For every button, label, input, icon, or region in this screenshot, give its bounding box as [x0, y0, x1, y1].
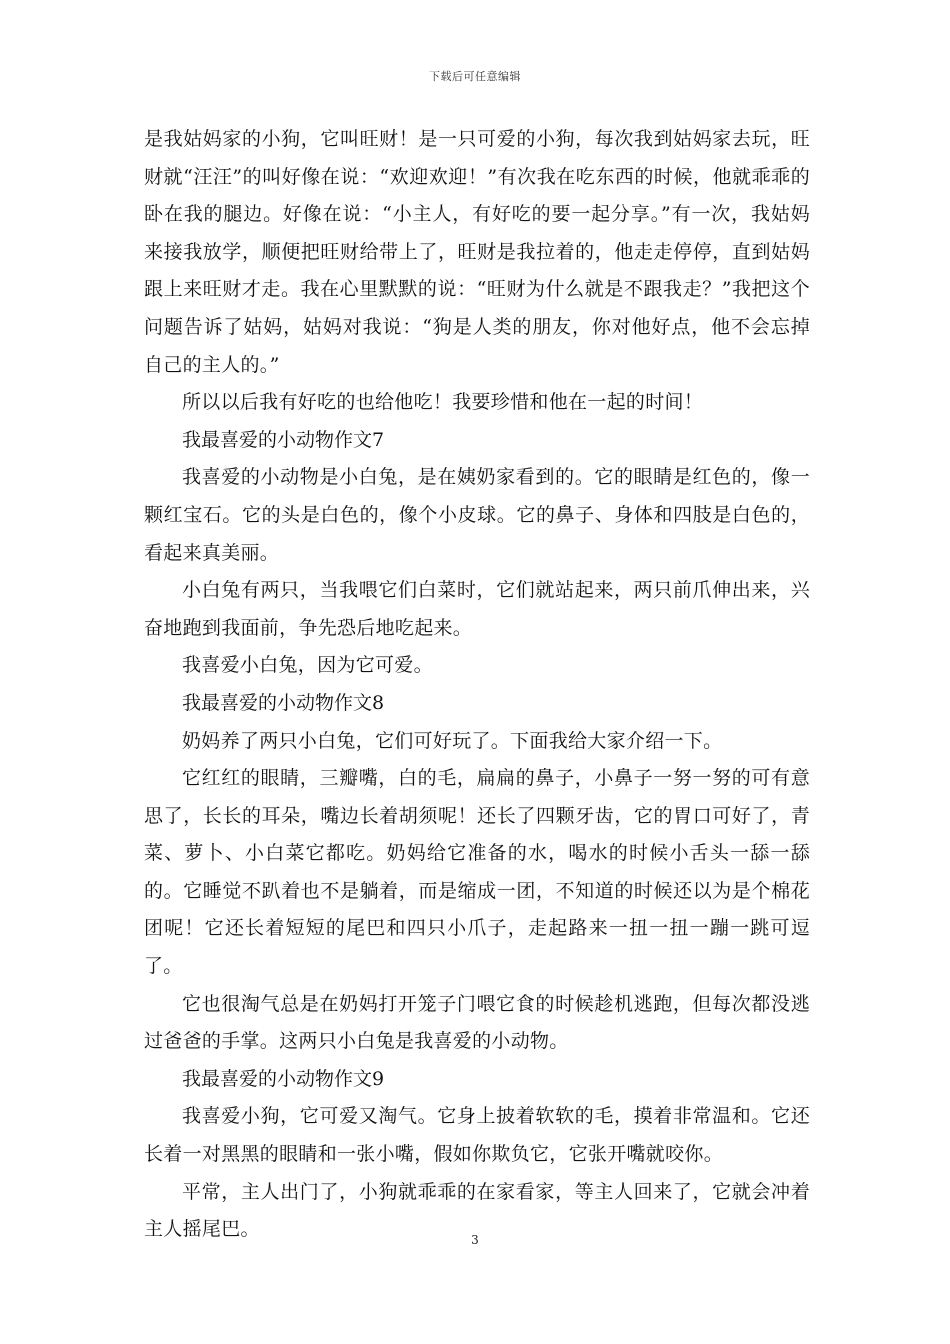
paragraph: 它也很淘气总是在奶妈打开笼子门喂它食的时候趁机逃跑，但每次都没逃过爸爸的手掌。这两只小白兔是我喜爱的小动物。: [144, 992, 810, 1053]
page-header: 下载后可任意编辑: [429, 70, 521, 83]
paragraph: 所以以后我有好吃的也给他吃！我要珍惜和他在一起的时间！: [182, 391, 704, 414]
paragraph: 小白兔有两只，当我喂它们白菜时，它们就站起来，两只前爪伸出来，兴奋地跑到我面前，争先恐后地吃起来。: [144, 579, 810, 639]
paragraph: 我喜爱的小动物是小白兔，是在姨奶家看到的。它的眼睛是红色的，像一颗红宝石。它的头是白色的，像个小皮球。它的鼻子、身体和四肢是白色的，看起来真美丽。: [144, 466, 810, 564]
paragraph: 我喜爱小狗，它可爱又淘气。它身上披着软软的毛，摸着非常温和。它还长着一对黑黑的眼睛和一张小嘴，假如你欺负它，它张开嘴就咬你。: [144, 1105, 810, 1166]
page-number: 3: [471, 1233, 479, 1247]
section-title: 我最喜爱的小动物作文7: [182, 428, 385, 451]
section-title: 我最喜爱的小动物作文9: [182, 1067, 385, 1090]
section-title: 我最喜爱的小动物作文8: [182, 691, 385, 714]
paragraph: 奶妈养了两只小白兔，它们可好玩了。下面我给大家介绍一下。: [182, 729, 723, 752]
paragraph: 平常，主人出门了，小狗就乖乖的在家看家，等主人回来了，它就会冲着主人摇尾巴。: [144, 1180, 810, 1241]
document-body: [144, 121, 810, 1249]
paragraph: 它红红的眼睛，三瓣嘴，白的毛，扁扁的鼻子，小鼻子一努一努的可有意思了，长长的耳朵，嘴边长着胡须呢！还长了四颗牙齿，它的胃口可好了，青菜、萝卜、小白菜它都吃。奶妈给它准备的水，喝水的时候小舌头一舔一舔的。它睡觉不趴着也不是躺着，而是缩成一团，不知道的时候还以为是个棉花团呢！它还长着短短的尾巴和四只小爪子，走起路来一扭一扭一蹦一跳可逗了。: [144, 767, 810, 978]
paragraph: 我喜爱小白兔，因为它可爱。: [182, 654, 433, 677]
paragraph: 是我姑妈家的小狗，它叫旺财！是一只可爱的小狗，每次我到姑妈家去玩，旺财就“汪汪”的叫好像在说：“欢迎欢迎！”有次我在吃东西的时候，他就乖乖的卧在我的腿边。好像在说：“小主人，有好吃的要一起分享。”有一次，我姑妈来接我放学，顺便把旺财给带上了，旺财是我拉着的，他走走停停，直到姑妈跟上来旺财才走。我在心里默默的说：“旺财为什么就是不跟我走？”我把这个问题告诉了姑妈，姑妈对我说：“狗是人类的朋友，你对他好点，他不会忘掉自己的主人的。”: [144, 128, 810, 376]
